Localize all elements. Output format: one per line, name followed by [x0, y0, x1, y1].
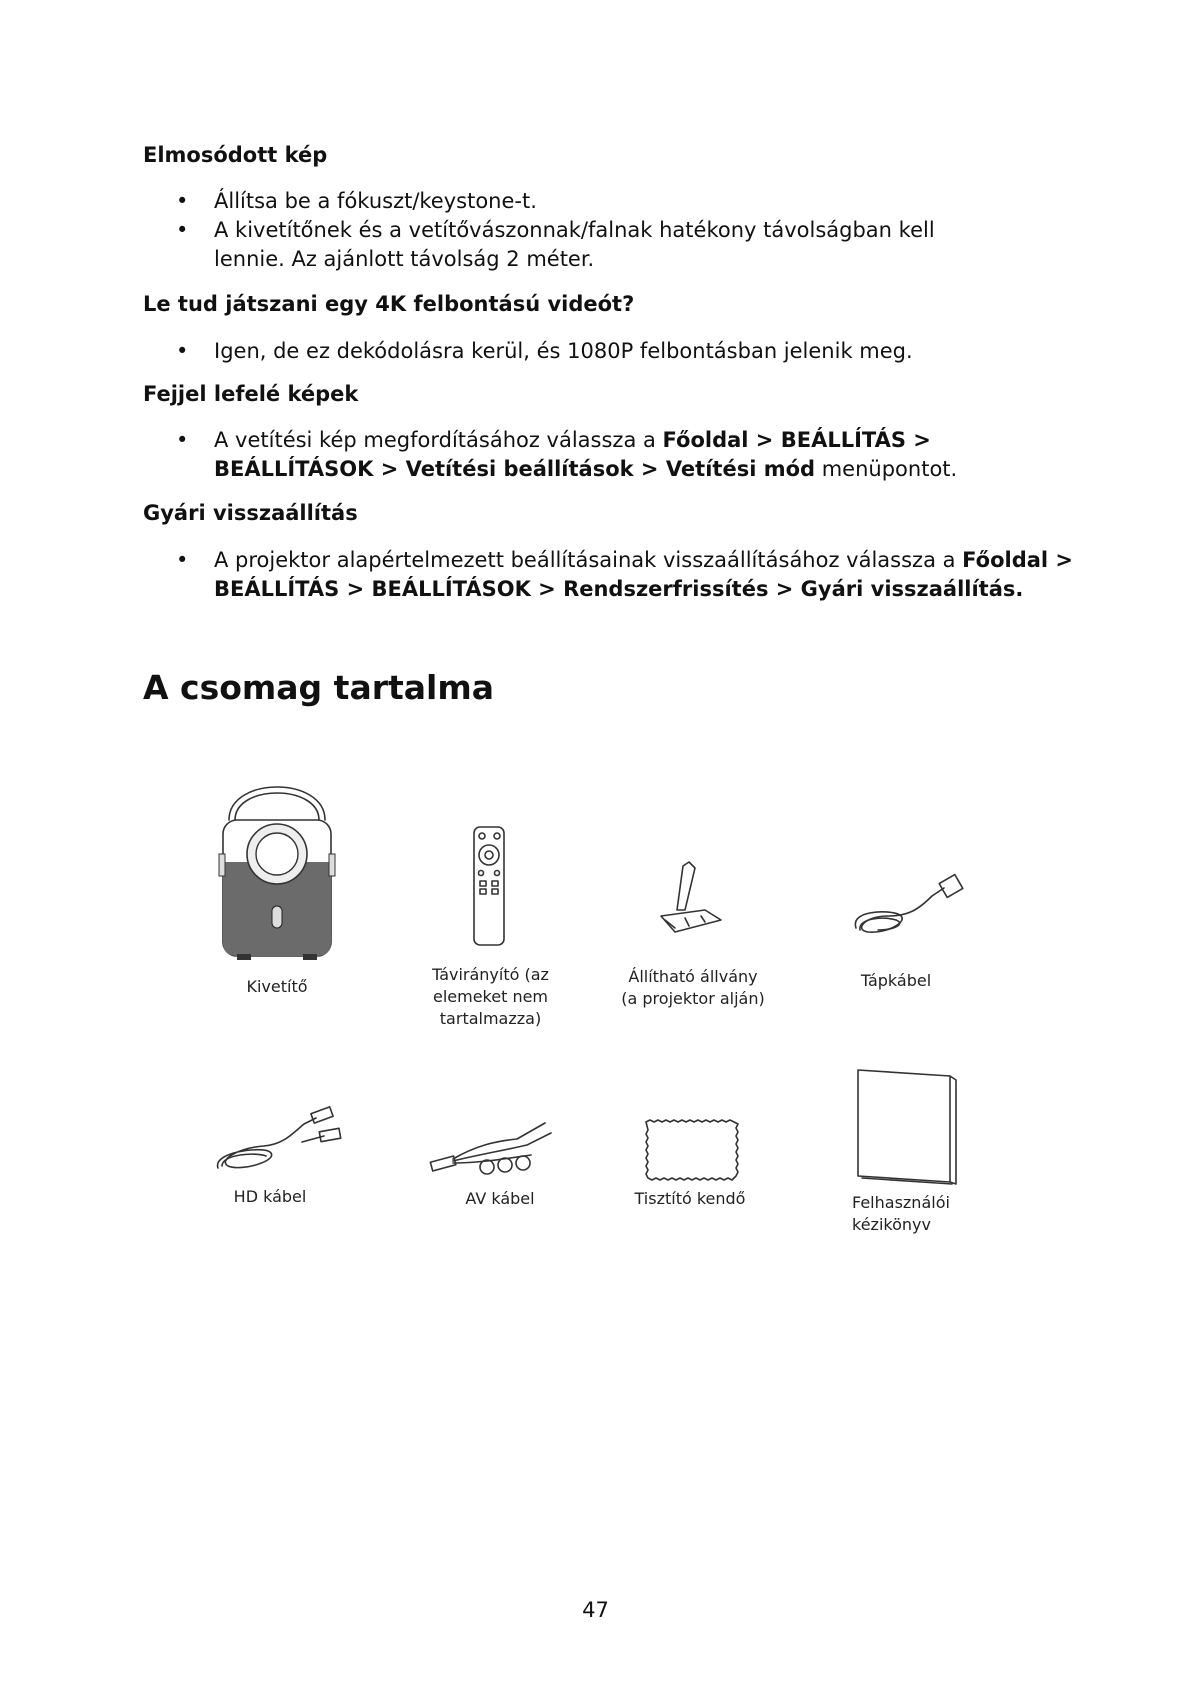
heading-blurry-image: Elmosódott kép	[143, 143, 328, 167]
bullet-icon: •	[176, 339, 189, 363]
caption-stand: Állítható állvány (a projektor alján)	[621, 967, 765, 1008]
caption-power-cable: Tápkábel	[860, 971, 932, 990]
cleaning-cloth-icon	[642, 1118, 740, 1182]
user-manual-icon	[856, 1068, 960, 1188]
heading-upside-down: Fejjel lefelé képek	[143, 382, 359, 406]
heading-factory-reset: Gyári visszaállítás	[143, 501, 358, 525]
caption-cleaning-cloth: Tisztító kendő	[634, 1189, 746, 1208]
av-cable-icon	[427, 1105, 562, 1175]
stand-icon	[655, 860, 725, 940]
bullet-icon: •	[176, 218, 189, 242]
bullet-icon: •	[176, 428, 189, 452]
section-title: A csomag tartalma	[143, 668, 494, 707]
power-cable-icon	[848, 870, 968, 942]
caption-projector: Kivetítő	[246, 977, 308, 996]
caption-hd-cable: HD kábel	[233, 1187, 307, 1206]
bullet-icon: •	[176, 189, 189, 213]
heading-4k-video: Le tud játszani egy 4K felbontású videót?	[143, 292, 635, 316]
remote-control-icon	[470, 825, 510, 949]
menu-path: Főoldal > BEÁLLÍTÁS > BEÁLLÍTÁSOK > Rendszerfrissítés > Gyári visszaállítás.	[214, 548, 1074, 601]
caption-remote: Távirányító (az elemeket nem tartalmazza)	[432, 965, 549, 1028]
hd-cable-icon	[212, 1098, 342, 1176]
caption-user-manual: Felhasználói kézikönyv	[852, 1193, 950, 1234]
menu-path: Főoldal > BEÁLLÍTÁS > BEÁLLÍTÁSOK > Vetítési beállítások > Vetítési mód	[214, 428, 931, 481]
projector-icon	[217, 766, 337, 962]
page-number: 47	[582, 1598, 609, 1622]
bullet-icon: •	[176, 548, 189, 572]
caption-av-cable: AV kábel	[465, 1189, 535, 1208]
